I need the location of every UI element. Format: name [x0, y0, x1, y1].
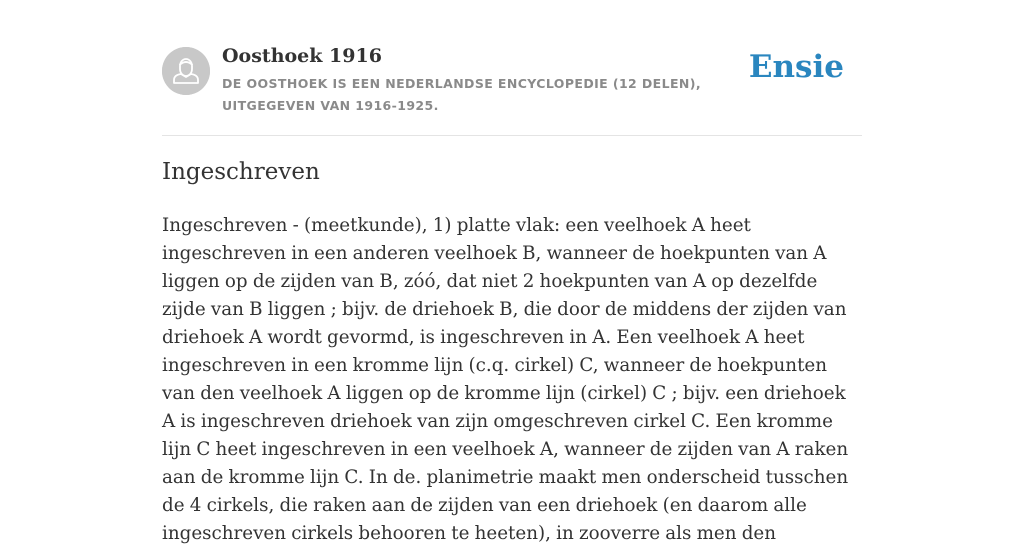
content-container — [162, 0, 862, 544]
user-avatar-icon[interactable] — [162, 47, 210, 95]
source-name[interactable]: Oosthoek 1916 — [222, 45, 382, 67]
source-header — [162, 0, 862, 136]
source-description: DE OOSTHOEK IS EEN NEDERLANDSE ENCYCLOPEDIE (12 DELEN), UITGEGEVEN VAN 1916-1925. — [222, 76, 702, 113]
article-body: Ingeschreven - (meetkunde), 1) platte vlak: een veelhoek A heet ingeschreven in een anderen veelhoek B, wanneer de hoekpunten van A liggen op de zijden van B, zóó, dat niet 2 hoekpunten van A op dezelfde zijde van B liggen ; bijv. de driehoek B, die door de middens der zijden van driehoek A wordt gevormd, is ingeschreven in A. Een veelhoek A heet ingeschreven in een kromme lijn (c.q. cirkel) C, wanneer de hoekpunten van den veelhoek A liggen op de kromme lijn (cirkel) C ; bijv. een driehoek A is ingeschreven driehoek van zijn omgeschreven cirkel C. Een kromme lijn C heet ingeschreven in een veelhoek A, wanneer de zijden van A raken aan de kromme lijn C. In de. planimetrie maakt men onderscheid tusschen de 4 cirkels, die raken aan de zijden van een driehoek (en daarom alle ingeschreven cirkels behooren te heeten), in zooverre als men den — [162, 215, 849, 544]
article-title: Ingeschreven — [162, 159, 320, 185]
brand-logo[interactable]: Ensie — [748, 49, 844, 85]
